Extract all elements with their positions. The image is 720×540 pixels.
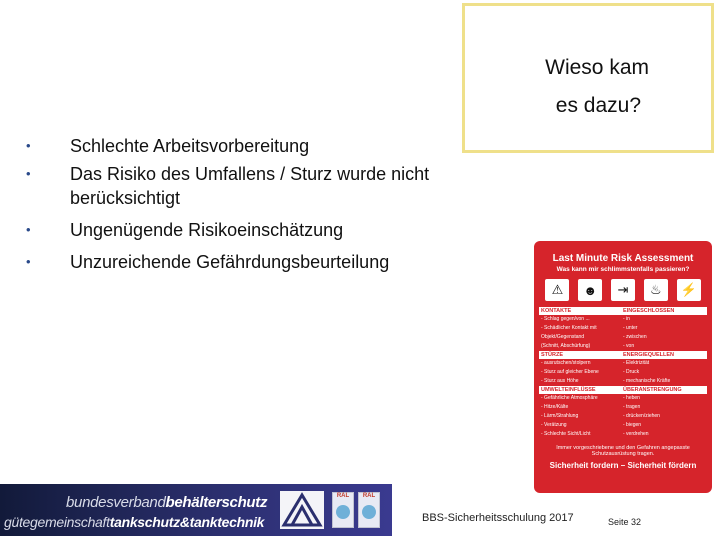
callout-line-1: Wieso kam [545, 56, 649, 79]
section-row: - Hitze/Kälte - tragen [541, 404, 641, 410]
section-row: (Schnitt, Abschürfung) - von [541, 343, 635, 349]
card-note: Immer vorgeschriebene und den Gefahren angepasste Schutzausrüstung tragen. [556, 445, 690, 457]
section-header: UMWELTEINFLÜSSE ÜBERANSTRENGUNG [539, 386, 707, 394]
person-icon: ☻ [578, 279, 602, 301]
section-row: - Sturz aus Höhe - mechanische Kräfte [541, 378, 671, 384]
section-row: Objekt/Gegenstand - zwischen [541, 334, 647, 340]
section-row: - Verätzung - biegen [541, 422, 642, 428]
card-slogan: Sicherheit fordern – Sicherheit fördern [549, 461, 697, 470]
section-header: KONTAKTE EINGESCHLOSSEN [539, 307, 707, 315]
ral-badge: RAL [358, 492, 380, 528]
card-title: Last Minute Risk Assessment [552, 253, 694, 264]
bullet-icon: • [26, 138, 31, 153]
hazard-icon: ⚡ [677, 279, 701, 301]
list-item: • Das Risiko des Umfallens / Sturz wurde nicht berücksichtigt [26, 164, 430, 208]
risk-assessment-card [534, 241, 712, 493]
page-number: Seite 32 [608, 517, 642, 527]
section-row: - Gefährliche Atmosphäre - heben [541, 395, 640, 401]
card-subtitle: Was kann mir schlimmstenfalls passieren? [556, 266, 690, 273]
footer-banner [0, 484, 392, 536]
warning-icon: ⚠ [545, 279, 569, 301]
ral-badge: RAL [332, 492, 354, 528]
organization-logo-icon [280, 491, 324, 529]
bullet-icon: • [26, 254, 31, 269]
list-item: • Schlechte Arbeitsvorbereitung [26, 136, 310, 156]
section-row: - ausrutschen/stolpern - Elektrizität [541, 360, 650, 366]
fire-icon: ♨ [644, 279, 668, 301]
section-row: - Sturz auf gleicher Ebene - Druck [541, 369, 640, 375]
section-header: STÜRZE ENERGIEQUELLEN [539, 351, 707, 359]
footer-caption: BBS-Sicherheitsschulung 2017 [422, 512, 574, 524]
question-callout [462, 3, 714, 153]
bullet-icon: • [26, 222, 31, 237]
section-row: - Lärm/Strahlung - drücken/ziehen [541, 413, 660, 419]
list-item: • Ungenügende Risikoeinschätzung [26, 220, 344, 240]
cause-list [24, 134, 464, 282]
section-row: - Schlechte Sicht/Licht - verdrehen [541, 431, 649, 437]
section-row: - Schlag gegen/von ... - in [541, 316, 630, 322]
section-row: - Schädlicher Kontakt mit - unter [541, 325, 638, 331]
list-item: • Unzureichende Gefährdungsbeurteilung [26, 252, 390, 272]
bullet-icon: • [26, 166, 31, 181]
banner-line-1: bundesverbandbehälterschutz [66, 494, 268, 511]
hazard-icons [541, 279, 705, 301]
callout-line-2: es dazu? [555, 94, 641, 117]
exit-icon: ⇥ [611, 279, 635, 301]
banner-line-2: gütegemeinschafttankschutz&tanktechnik [4, 514, 265, 530]
